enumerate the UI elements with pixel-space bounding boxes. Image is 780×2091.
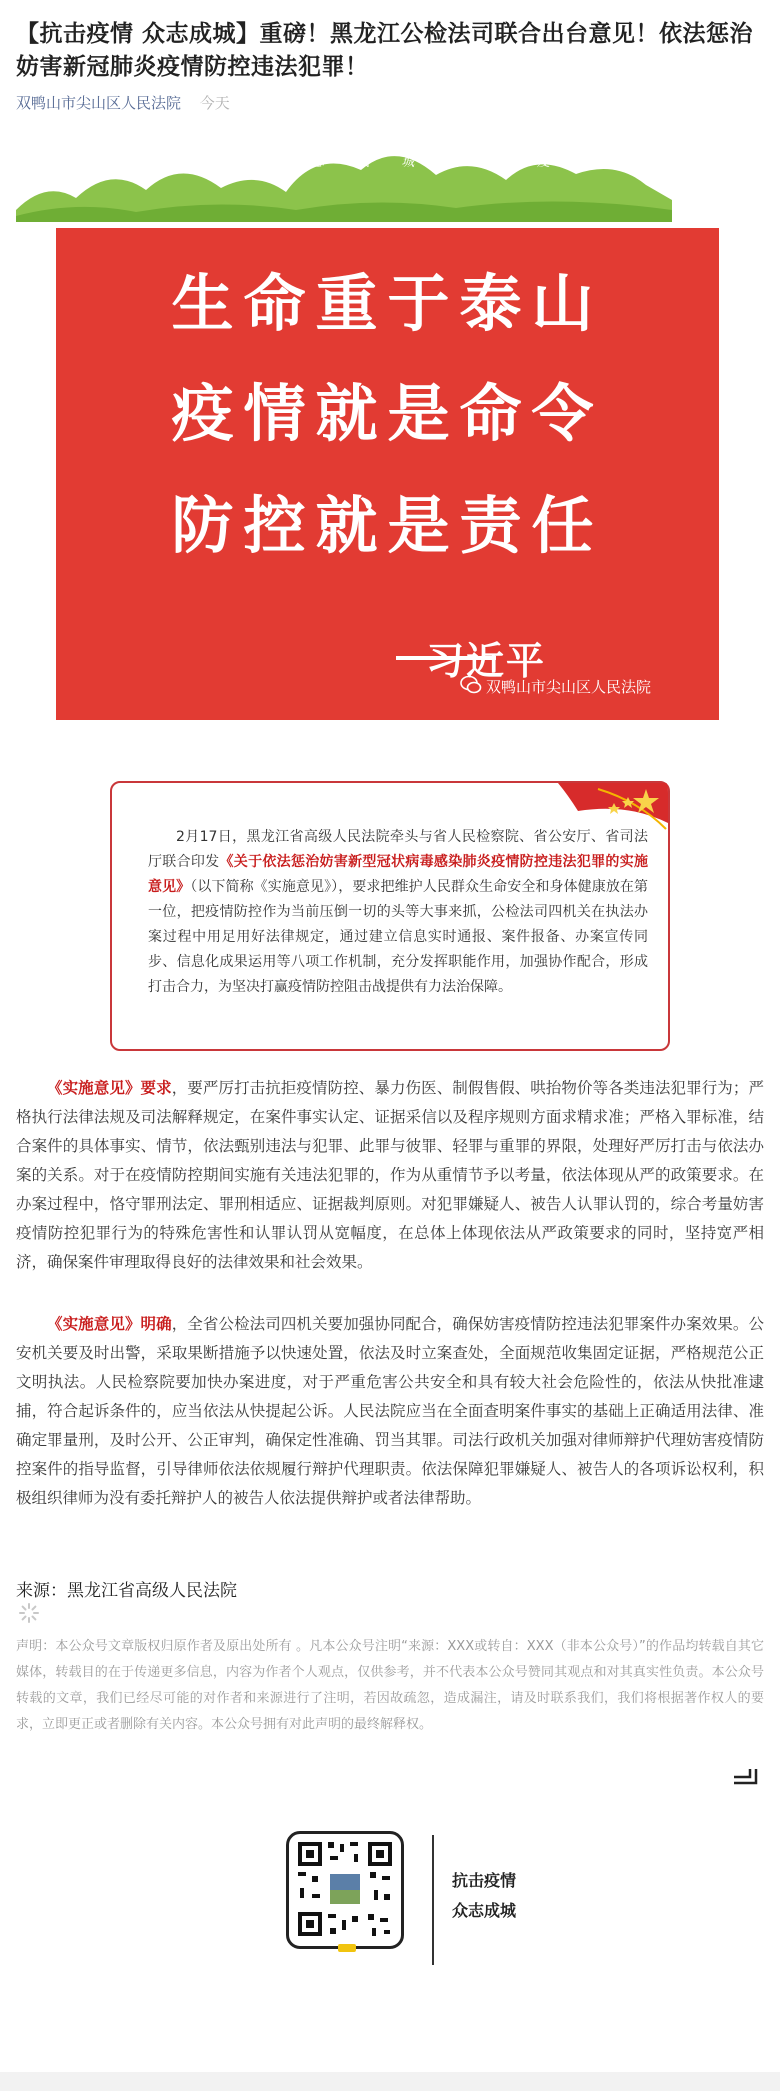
footer-divider xyxy=(432,1835,434,1965)
paragraph-lead: 《实施意见》要求 xyxy=(47,1079,172,1097)
hills-banner-image xyxy=(16,140,672,222)
qr-code-frame xyxy=(286,1831,404,1949)
bottom-bar xyxy=(0,2072,780,2091)
article-title: 【抗击疫情 众志成城】重磅！黑龙江公检法司联合出台意见！依法惩治妨害新冠肺炎疫情防控违法犯罪！ xyxy=(16,21,754,80)
wechat-icon xyxy=(460,674,482,696)
paragraph-requirements xyxy=(16,1074,764,1277)
paragraph-text: ，全省公检法司四机关要加强协同配合，确保妨害疫情防控违法犯罪案件办案效果。公安机关要及时出警，采取果断措施予以快速处置，依法及时立案查处，全面规范收集固定证据，严格规范公正文明执法。人民检察院要加快办案进度，对于严重危害公共安全和具有较大社会危险性的，依法从快批准逮捕，符合起诉条件的，应当依法从快提起公诉。人民法院应当在全面查明案件事实的基础上正确适用法律、准确定罪量刑，及时公开、公正审判，确保定性准确、罚当其罪。司法行政机关加强对律师辩护代理妨害疫情防控案件的指导监督，引导律师依法依规履行辩护代理职责。依法保障犯罪嫌疑人、被告人的各项诉讼权利，积极组织律师为没有委托辩护人的被告人依法提供辩护或者法律帮助。 xyxy=(16,1315,764,1507)
copyright-disclaimer: 声明：本公众号文章版权归原作者及原出处所有 。凡本公众号注明“来源：XXX或转自：XXX（非本公众号）”的作品均转载自其它媒体，转载目的在于传递更多信息，内容为作者个人观点，仅供参考，并不代表本公众号赞同其观点和对其真实性负责。本公众号转载的文章，我们已经尽可能的对作者和来源进行了注明，若因故疏忽，造成漏注，请及时联系我们，我们将根据著作权人的要求，立即更正或者删除有关内容。本公众号拥有对此声明的最终解释权。 xyxy=(16,1639,764,1732)
qr-code-tab xyxy=(338,1944,356,1952)
footer-slogan-line-2: 众志成城 xyxy=(452,1901,517,1920)
hill-text: 众 志 成 城 共 抗 疫 情 xyxy=(266,155,609,170)
hero-slogan-image xyxy=(56,228,719,720)
hero-line-2: 疫情就是命令 xyxy=(171,377,604,450)
footer-slogan-line-1: 抗击疫情 xyxy=(452,1871,517,1890)
info-box-intro: 2月17日，黑龙江省高级人民法院牵头与省人民检察院、省公安厅、省司法厅联合印发 xyxy=(148,829,648,870)
paragraph-lead: 《实施意见》明确 xyxy=(47,1315,172,1333)
article-meta xyxy=(16,92,230,113)
document-title-highlight: 《关于依法惩治妨害新型冠状病毒感染肺炎疫情防控违法犯罪的实施意见》 xyxy=(148,854,649,895)
hero-line-3: 防控就是责任 xyxy=(171,489,604,562)
loading-spinner-icon xyxy=(16,1600,42,1626)
source-line: 来源：黑龙江省高级人民法院 xyxy=(16,1581,237,1601)
paragraph-clarifies xyxy=(16,1310,764,1513)
paragraph-text: ，要严厉打击抗拒疫情防控、暴力伤医、制假售假、哄抬物价等各类违法犯罪行为；严格执行法律法规及司法解释规定，在案件事实认定、证据采信以及程序规则方面求精求准；严格入罪标准，结合案件的具体事实、情节，依法甄别违法与犯罪、此罪与彼罪、轻罪与重罪的界限，处理好严厉打击与依法办案的关系。对于在疫情防控期间实施有关违法犯罪的，作为从重情节予以考量，依法体现从严的政策要求。在办案过程中，恪守罪刑法定、罪刑相适应、证据裁判原则。对犯罪嫌疑人、被告人认罪认罚的，综合考量妨害疫情防控犯罪行为的特殊危害性和认罪认罚从宽幅度，在总体上体现依法从严政策要求的同时，坚持宽严相济，确保案件审理取得良好的法律效果和社会效果。 xyxy=(16,1079,764,1271)
end-mark-icon xyxy=(732,1766,760,1786)
info-box xyxy=(110,781,670,1051)
publish-date: 今天 xyxy=(199,94,230,112)
info-box-text xyxy=(148,825,648,1000)
info-box-rest: （以下简称《实施意见》），要求把维护人民群众生命安全和身体健康放在第一位，把疫情防控作为当前压倒一切的头等大事来抓，公检法司四机关在执法办案过程中用足用好法律规定，通过建立信息实时通报、案件报备、办案宣传同步、信息化成果运用等八项工作机制，充分发挥职能作用，加强协作配合，形成打击合力，为坚决打赢疫情防控阻击战提供有力法治保障。 xyxy=(148,879,648,995)
hero-signature: 习近平 xyxy=(426,639,547,683)
footer-slogan xyxy=(452,1866,516,1926)
hero-watermark: 双鸭山市尖山区人民法院 xyxy=(486,678,652,696)
account-name-link[interactable]: 双鸭山市尖山区人民法院 xyxy=(16,94,182,112)
hero-line-1: 生命重于泰山 xyxy=(171,267,604,340)
